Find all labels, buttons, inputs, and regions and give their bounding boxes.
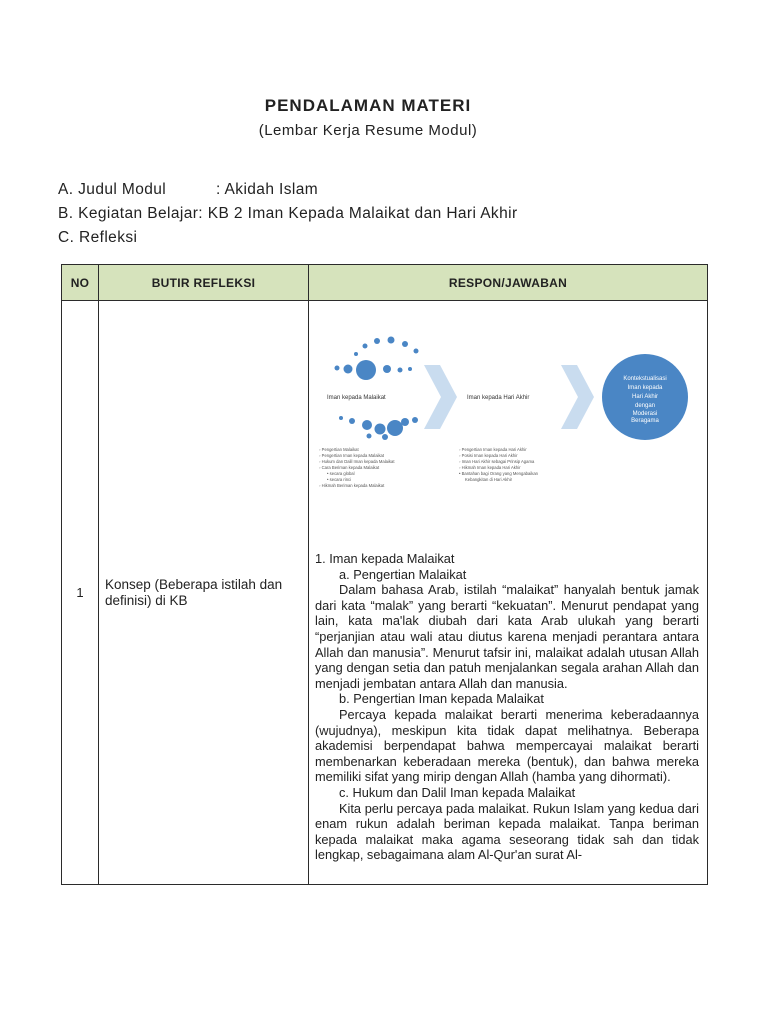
list1-subitem: • secara global xyxy=(327,471,355,476)
response-text xyxy=(315,551,699,863)
paragraph-b: Percaya kepada malaikat berarti menerima keberadaannya (wujudnya), meskipun kita tidak dapat melihatnya. Beberapa akademisi berpendapat bahwa mempercayai malaikat berarti membenarkan keberadaan mereka (bentuk), dan bahwa mereka memiliki sifat yang mirip dengan Allah (hamba yang dihormati). xyxy=(315,706,699,785)
learning-activity-row xyxy=(58,205,518,223)
page-title: PENDALAMAN MATERI xyxy=(264,96,472,115)
context-line-4: dengan xyxy=(634,403,656,409)
module-title-label: A. Judul Modul xyxy=(58,181,167,198)
reflection-heading: C. Refleksi xyxy=(58,229,138,246)
list1-item: ◦ Hukum dan Dalil Iman kepada Malaikat xyxy=(319,459,395,464)
node-iman-hari-akhir: Iman kepada Hari Akhir xyxy=(467,395,530,401)
subheading-a: a. Pengertian Malaikat xyxy=(339,566,467,582)
table-header-row xyxy=(62,265,708,301)
learning-activity-label: B. Kegiatan Belajar xyxy=(58,205,199,222)
dots-cluster-icon xyxy=(335,337,419,441)
section-heading: 1. Iman kepada Malaikat xyxy=(315,551,455,566)
list1-item: ◦ Pengertian Iman kepada Malaikat xyxy=(319,453,385,458)
row-butir: Konsep (Beberapa istilah dan definisi) di KB xyxy=(99,301,309,885)
learning-activity-value: : KB 2 Iman Kepada Malaikat dan Hari Akhir xyxy=(198,205,518,222)
header-respon-jawaban: RESPON/JAWABAN xyxy=(309,265,708,301)
context-line-3: Hari Akhir xyxy=(631,394,659,400)
context-line-5: Moderasi xyxy=(632,411,658,417)
module-title-value: : Akidah Islam xyxy=(216,181,319,198)
reflection-table xyxy=(61,264,708,885)
list2-item: Kebangkitan di Hari Akhir xyxy=(465,477,513,482)
subheading-b: b. Pengertian Iman kepada Malaikat xyxy=(339,691,544,707)
header-no: NO xyxy=(62,265,99,301)
list1-subitem: • secara rinci xyxy=(327,477,352,482)
context-line-1: Kontekstualisasi xyxy=(623,376,667,382)
list2-item: ◦ Iman Hari Akhir sebagai Prinsip Agama xyxy=(459,459,535,464)
subheading-c: c. Hukum dan Dalil Iman kepada Malaikat xyxy=(339,784,576,800)
module-title-row xyxy=(58,181,318,199)
list2-item: ◦ Pengertian Iman kepada Hari Akhir xyxy=(459,447,527,452)
list2-item: ◦ Posisi Iman kepada Hari Akhir xyxy=(459,453,518,458)
list2-item: • Bantahan bagi Orang yang Mengabaikan xyxy=(459,471,539,476)
header-butir-refleksi: BUTIR REFLEKSI xyxy=(99,265,309,301)
paragraph-a: Dalam bahasa Arab, istilah “malaikat” hanyalah bentuk jamak dari kata “malak” yang berarti “kekuatan”. Menurut pendapat yang lain, kata ma'lak diubah dari kata Arab ulukah yang berarti “perjanjian atau wali atau diutus karena menjadi perantara antara Allah dan manusia”. Menurut tafsir ini, malaikat adalah utusan Allah yang dengan setia dan patuh menjalankan segala arahan Allah dan menjadi jembatan antara Allah dan manusia. xyxy=(315,582,699,691)
table-row xyxy=(62,301,708,885)
chevron-right-icon xyxy=(424,365,457,429)
page-subtitle: (Lembar Kerja Resume Modul) xyxy=(258,122,478,139)
node-iman-malaikat: Iman kepada Malaikat xyxy=(327,395,386,401)
concept-diagram xyxy=(309,301,707,501)
row-response xyxy=(309,301,708,885)
chevron-right-icon xyxy=(561,365,594,429)
paragraph-c: Kita perlu percaya pada malaikat. Rukun Islam yang kedua dari enam rukun adalah beriman kepada malaikat. Tanpa beriman kepada malaikat maka agama seseorang tidak sah dan tidak lengkap, sebagaimana alam Al-Qur'an surat Al- xyxy=(315,800,699,863)
list1-item: ◦ Pengertian Malaikat xyxy=(319,447,359,452)
list2-item: ◦ Hikmah Iman kepada Hari Akhir xyxy=(459,465,521,470)
row-number: 1 xyxy=(62,301,99,885)
list1-item: ◦ Cara Beriman kepada Malaikat xyxy=(319,465,380,470)
list1-item: ◦ Hikmah Beriman kepada Malaikat xyxy=(319,483,385,488)
context-line-6: Beragama xyxy=(631,418,659,424)
context-line-2: Iman kepada xyxy=(627,385,663,391)
